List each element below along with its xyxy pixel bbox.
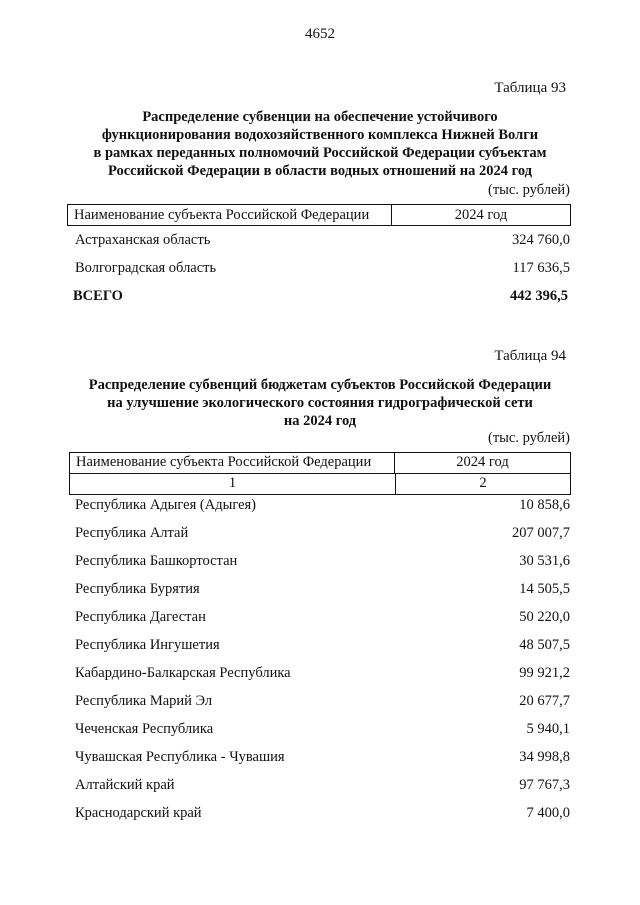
row-value: 7 400,0	[526, 805, 570, 821]
header-row	[69, 452, 571, 473]
row-name: Республика Дагестан	[75, 609, 206, 625]
table-row	[75, 777, 570, 794]
table-row	[75, 805, 570, 822]
row-name: Волгоградская область	[75, 260, 217, 276]
table-row	[75, 665, 570, 682]
row-name: Чеченская Республика	[75, 721, 214, 737]
table-row	[75, 497, 570, 514]
row-value: 117 636,5	[512, 260, 570, 276]
row-value: 34 998,8	[519, 749, 570, 765]
row-value: 30 531,6	[519, 553, 570, 569]
header-col-name: Наименование субъекта Российской Федерации	[70, 453, 395, 473]
table-row	[75, 609, 570, 626]
row-name: Республика Адыгея (Адыгея)	[75, 497, 257, 513]
row-name: Республика Марий Эл	[75, 693, 213, 709]
row-value: 5 940,1	[526, 721, 570, 737]
row-value: 97 767,3	[519, 777, 570, 793]
table-94-unit: (тыс. рублей)	[488, 430, 570, 446]
table-row	[75, 553, 570, 570]
table-row	[75, 232, 570, 249]
table-93-title	[60, 108, 580, 180]
table-row	[75, 693, 570, 710]
table-row	[75, 749, 570, 766]
total-value: 442 396,5	[510, 288, 568, 304]
table-94-label: Таблица 94	[494, 348, 566, 364]
row-name: Республика Ингушетия	[75, 637, 220, 653]
header-number-row	[69, 473, 571, 495]
table-row	[75, 637, 570, 654]
row-value: 324 760,0	[512, 232, 570, 248]
row-name: Республика Башкортостан	[75, 553, 238, 569]
table-row	[75, 581, 570, 598]
row-name: Кабардино-Балкарская Республика	[75, 665, 291, 681]
table-94-header	[69, 452, 571, 495]
header-col-name: Наименование субъекта Российской Федерации	[68, 205, 392, 225]
row-value: 14 505,5	[519, 581, 570, 597]
table-row	[75, 260, 570, 277]
title-line: на 2024 год	[283, 413, 357, 429]
table-93-unit: (тыс. рублей)	[488, 182, 570, 198]
page-number: 4652	[305, 26, 335, 42]
header-col-year: 2024 год	[456, 454, 509, 470]
title-line: Российской Федерации в области водных отношений на 2024 год	[108, 163, 532, 179]
row-value: 207 007,7	[512, 525, 570, 541]
row-name: Республика Бурятия	[75, 581, 200, 597]
title-line: функционирования водохозяйственного комплекса Нижней Волги	[101, 127, 539, 143]
title-line: Распределение субвенций бюджетам субъектов Российской Федерации	[88, 377, 552, 393]
table-93-label: Таблица 93	[494, 80, 566, 96]
header-col-year: 2024 год	[454, 207, 508, 223]
row-value: 50 220,0	[519, 609, 570, 625]
header-num-2: 2	[479, 475, 487, 491]
row-name: Краснодарский край	[75, 805, 202, 821]
row-value: 48 507,5	[519, 637, 570, 653]
table-total-row	[73, 288, 568, 305]
table-93-header	[67, 204, 571, 226]
row-name: Республика Алтай	[75, 525, 189, 541]
row-value: 99 921,2	[519, 665, 570, 681]
row-name: Алтайский край	[75, 777, 175, 793]
title-line: Распределение субвенции на обеспечение устойчивого	[142, 109, 498, 125]
table-94-title	[60, 376, 580, 430]
header-num-1: 1	[70, 474, 396, 494]
title-line: на улучшение экологического состояния гидрографической сети	[107, 395, 533, 411]
table-row	[75, 525, 570, 542]
row-value: 20 677,7	[519, 693, 570, 709]
row-name: Астраханская область	[75, 232, 211, 248]
row-name: Чувашская Республика - Чувашия	[75, 749, 285, 765]
total-label: ВСЕГО	[73, 288, 123, 304]
row-value: 10 858,6	[519, 497, 570, 513]
title-line: в рамках переданных полномочий Российской Федерации субъектам	[93, 145, 547, 161]
table-row	[75, 721, 570, 738]
